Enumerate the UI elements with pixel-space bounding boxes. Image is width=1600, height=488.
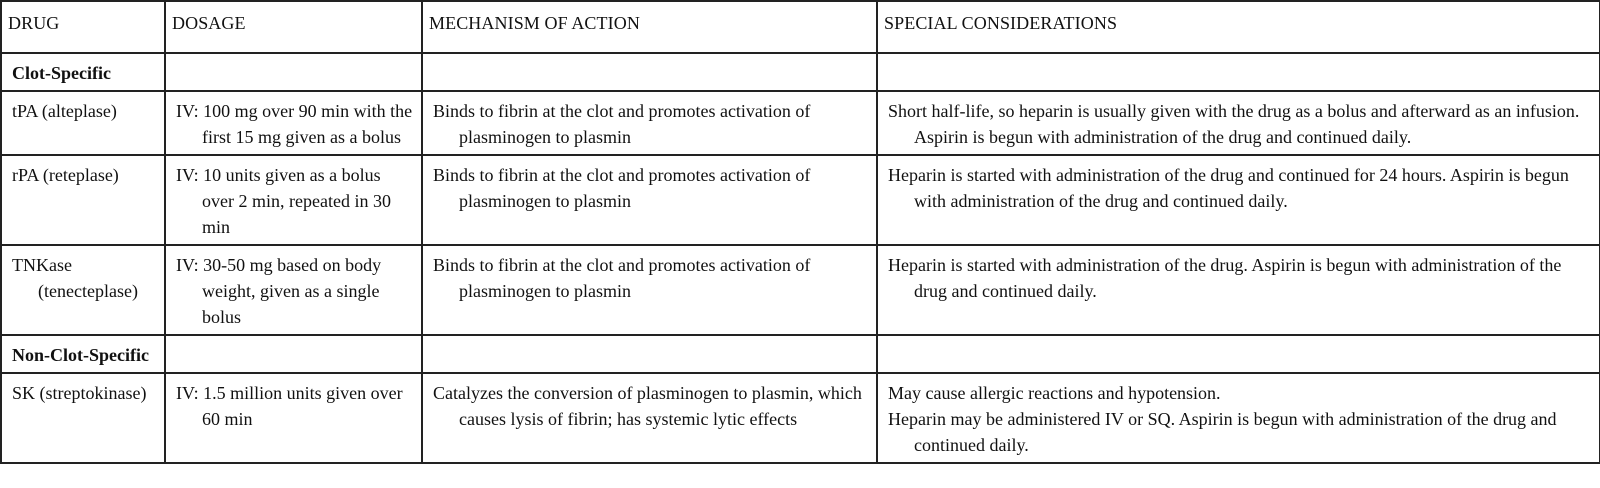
mechanism-cell — [422, 155, 877, 245]
considerations-text: Short half-life, so heparin is usually given with the drug as a bolus and afterward as an infusion. Aspirin is begun with administration of the drug and continued daily. — [888, 101, 1580, 147]
dosage-cell — [165, 245, 422, 335]
mechanism-text: Catalyzes the conversion of plasminogen to plasmin, which causes lysis of fibrin; has systemic lytic effects — [433, 383, 862, 429]
considerations-text: May cause allergic reactions and hypotension. — [888, 383, 1221, 403]
drug-cell — [1, 245, 165, 335]
empty-cell — [877, 335, 1600, 373]
header-mechanism: MECHANISM OF ACTION — [422, 1, 877, 53]
dosage-text: IV: 100 mg over 90 min with the first 15 mg given as a bolus — [176, 101, 413, 147]
considerations-text: Heparin is started with administration of the drug and continued for 24 hours. Aspirin is begun with administration of the drug and continued daily. — [888, 165, 1569, 211]
considerations-cell — [877, 245, 1600, 335]
mechanism-cell — [422, 373, 877, 463]
drug-cell — [1, 155, 165, 245]
mechanism-text: Binds to fibrin at the clot and promotes activation of plasminogen to plasmin — [433, 255, 811, 301]
header-row — [1, 1, 1600, 53]
empty-cell — [165, 335, 422, 373]
header-special-considerations: SPECIAL CONSIDERATIONS — [877, 1, 1600, 53]
dosage-cell — [165, 155, 422, 245]
mechanism-cell — [422, 91, 877, 155]
section-label-clot-specific: Clot-Specific — [12, 63, 111, 83]
drug-name: rPA (reteplase) — [12, 165, 119, 185]
mechanism-text: Binds to fibrin at the clot and promotes activation of plasminogen to plasmin — [433, 165, 811, 211]
section-cell — [1, 335, 165, 373]
section-cell — [1, 53, 165, 91]
section-label-non-clot-specific: Non-Clot-Specific — [12, 345, 149, 365]
empty-cell — [877, 53, 1600, 91]
mechanism-cell — [422, 245, 877, 335]
considerations-cell — [877, 91, 1600, 155]
drug-name: SK (streptokinase) — [12, 383, 147, 403]
dosage-text: IV: 30-50 mg based on body weight, given as a single bolus — [176, 255, 382, 327]
section-row-clot-specific — [1, 53, 1600, 91]
header-dosage: DOSAGE — [165, 1, 422, 53]
drug-name: TNKase (tenecteplase) — [12, 255, 138, 301]
considerations-text: Heparin is started with administration of the drug. Aspirin is begun with administration of the drug and continued daily. — [888, 255, 1562, 301]
considerations-cell — [877, 373, 1600, 463]
empty-cell — [165, 53, 422, 91]
drug-cell — [1, 373, 165, 463]
table-row — [1, 91, 1600, 155]
dosage-cell — [165, 373, 422, 463]
drug-cell — [1, 91, 165, 155]
mechanism-text: Binds to fibrin at the clot and promotes activation of plasminogen to plasmin — [433, 101, 811, 147]
empty-cell — [422, 53, 877, 91]
dosage-cell — [165, 91, 422, 155]
header-drug: DRUG — [1, 1, 165, 53]
table-row — [1, 373, 1600, 463]
table-row — [1, 245, 1600, 335]
table-row — [1, 155, 1600, 245]
considerations-text-extra: Heparin may be administered IV or SQ. Aspirin is begun with administration of the drug and continued daily. — [888, 409, 1557, 455]
dosage-text: IV: 10 units given as a bolus over 2 min, repeated in 30 min — [176, 165, 391, 237]
dosage-text: IV: 1.5 million units given over 60 min — [176, 383, 403, 429]
drug-name: tPA (alteplase) — [12, 101, 117, 121]
considerations-cell — [877, 155, 1600, 245]
empty-cell — [422, 335, 877, 373]
section-row-non-clot-specific — [1, 335, 1600, 373]
